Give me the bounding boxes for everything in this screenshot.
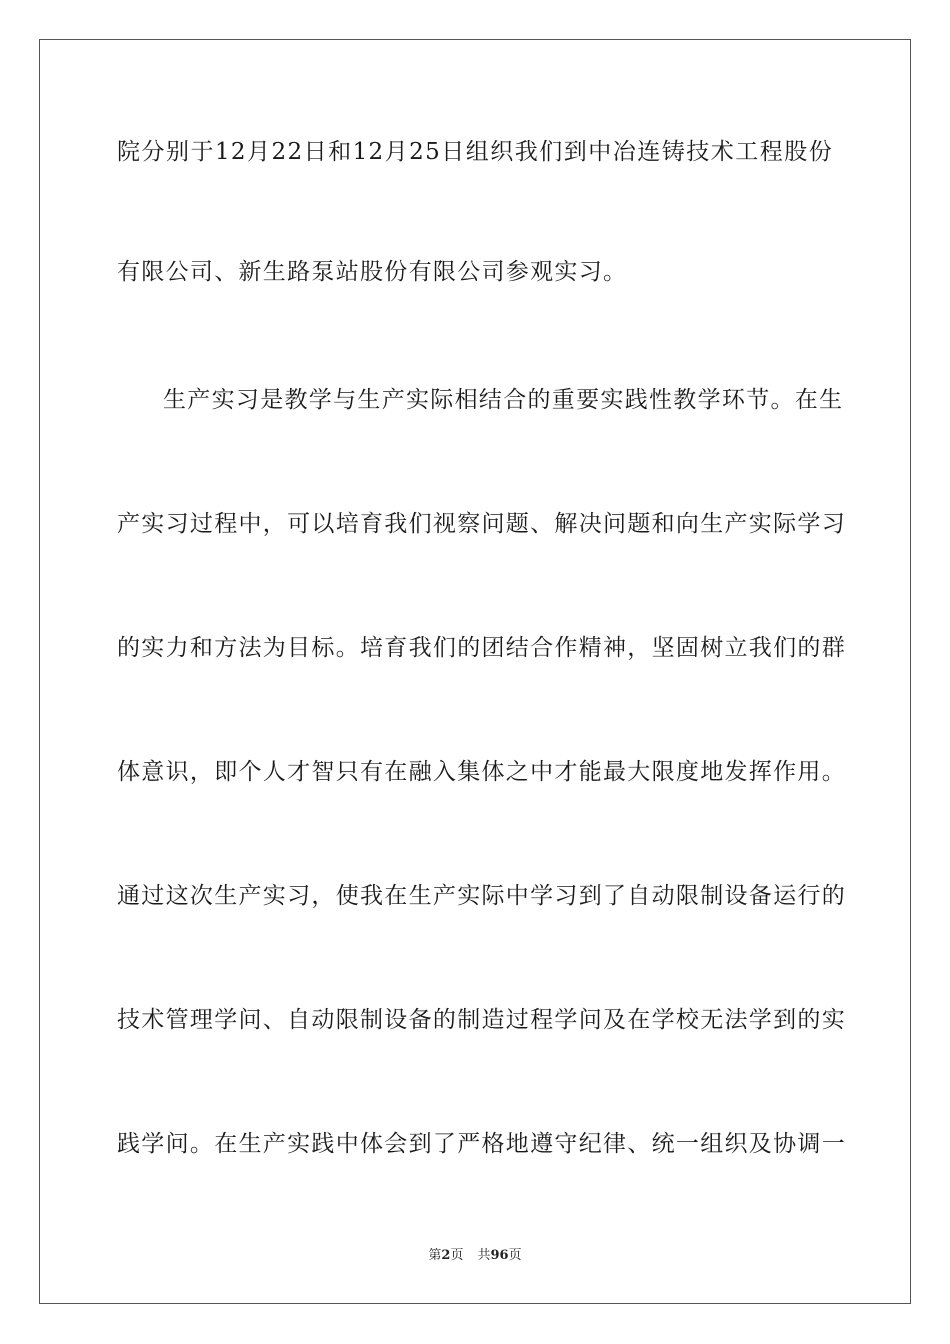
text-line-7: 通过这次生产实习，使我在生产实际中学习到了自动限制设备运行的 [117,883,846,909]
footer-total-pages: 96 [490,1248,509,1263]
text-line-9: 践学问。在生产实践中体会到了严格地遵守纪律、统一组织及协调一 [117,1131,846,1157]
text-line-3: 生产实习是教学与生产实际相结合的重要实践性教学环节。在生 [163,387,844,413]
footer-page-number: 2 [441,1248,451,1263]
page-footer [0,1247,950,1265]
footer-page-prefix: 第 [428,1248,442,1263]
text-line-4: 产实习过程中，可以培育我们视察问题、解决问题和向生产实际学习 [117,511,846,537]
text-line-1: 院分别于12月22日和12月25日组织我们到中冶连铸技术工程股份 [117,139,833,165]
text-line-8: 技术管理学问、自动限制设备的制造过程学问及在学校无法学到的实 [117,1007,846,1033]
footer-total-suffix: 页 [508,1248,522,1263]
text-line-5: 的实力和方法为目标。培育我们的团结合作精神，坚固树立我们的群 [117,635,846,661]
text-line-6: 体意识，即个人才智只有在融入集体之中才能最大限度地发挥作用。 [117,759,846,785]
footer-total-prefix: 共 [477,1248,491,1263]
text-line-2: 有限公司、新生路泵站股份有限公司参观实习。 [117,259,628,285]
footer-page-suffix: 页 [450,1248,464,1263]
page-border [39,39,911,1304]
